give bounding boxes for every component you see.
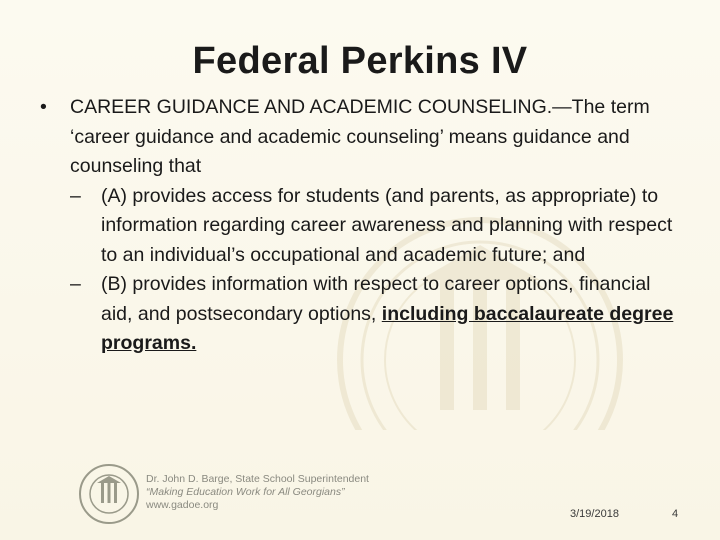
bullet-icon: • xyxy=(40,96,47,118)
sub-item-b-text: (B) provides information with respect to career options, financial aid, and postsecondary options, xyxy=(101,273,651,325)
sub-item-a xyxy=(28,182,678,271)
website-link[interactable]: www.gadoe.org xyxy=(146,499,219,511)
superintendent-line: Dr. John D. Barge, State School Superintendent xyxy=(146,473,369,485)
bullet-intro: —The term ‘career guidance and academic counseling’ means guidance and counseling that xyxy=(70,96,650,177)
slogan-line: “Making Education Work for All Georgians” xyxy=(146,486,345,498)
page-number: 4 xyxy=(672,508,679,520)
bullet-term: CAREER GUIDANCE AND ACADEMIC COUNSELING. xyxy=(70,96,553,118)
sub-item-a-text: (A) provides access for students (and parents, as appropriate) to information regarding career awareness and planning with respect to an individual’s occupational and academic future; and xyxy=(101,184,673,266)
sub-item-b-emphasis: including baccalaureate degree programs. xyxy=(101,302,674,354)
bullet-item xyxy=(28,93,678,182)
footer-info xyxy=(146,473,369,512)
slide-title: Federal Perkins IV xyxy=(192,40,528,82)
slide-date: 3/19/2018 xyxy=(570,508,619,520)
sub-item-b xyxy=(28,270,678,359)
dash-icon: – xyxy=(70,273,81,295)
slide-body xyxy=(28,93,678,359)
department-seal-icon xyxy=(78,463,140,525)
dash-icon: – xyxy=(70,184,81,207)
